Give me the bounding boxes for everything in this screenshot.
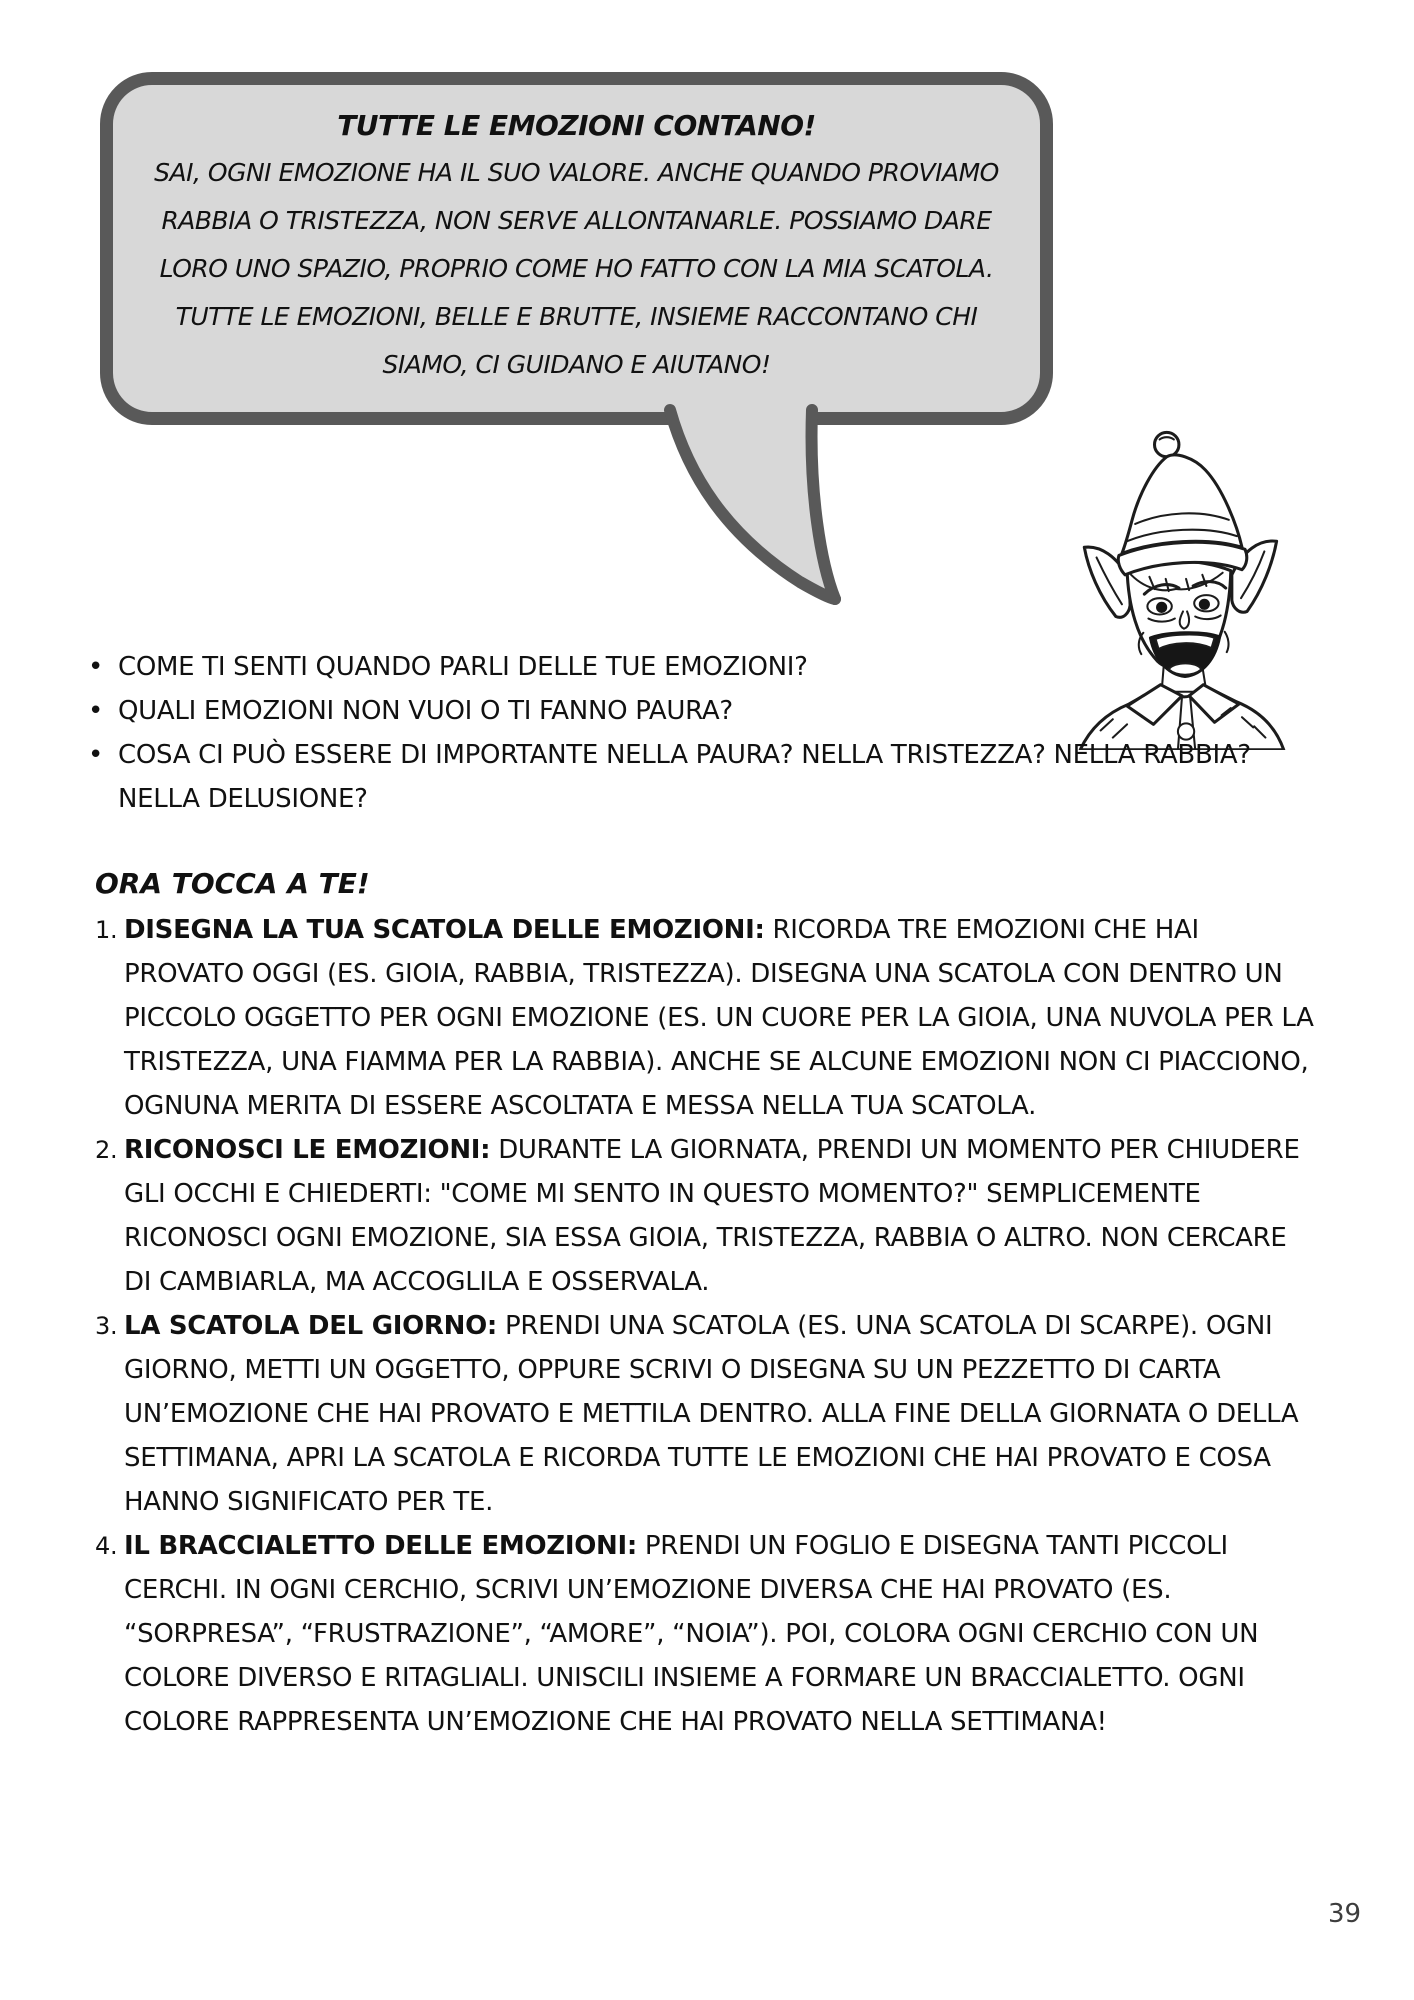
elf-hat-pompom: [1155, 432, 1179, 456]
page-number: 39: [1328, 1899, 1362, 1929]
activity-item: [95, 1128, 1317, 1304]
item-title: IL BRACCIALETTO DELLE EMOZIONI:: [124, 1531, 637, 1561]
item-number: 1.: [95, 916, 118, 944]
elf-left-pupil: [1157, 603, 1166, 612]
item-title: DISEGNA LA TUA SCATOLA DELLE EMOZIONI:: [124, 915, 765, 945]
question-list: [88, 645, 1338, 821]
bullet-icon: •: [88, 696, 104, 726]
activity-item: [95, 1524, 1317, 1744]
item-text: PRENDI UN FOGLIO E DISEGNA TANTI PICCOLI CERCHI. IN OGNI CERCHIO, SCRIVI UN’EMOZIONE DIVERSA CHE HAI PROVATO (ES. “SORPRESA”, “FRUSTRAZIONE”, “AMORE”, “NOIA”). POI, COLORA OGNI CERCHIO CON UN COLORE DIVERSO E RITAGLIALI. UNISCILI INSIEME A FORMARE UN BRACCIALETTO. OGNI COLORE RAPPRESENTA UN’EMOZIONE CHE HAI PROVATO NELLA SETTIMANA!: [124, 1531, 1259, 1737]
question-text: COSA CI PUÒ ESSERE DI IMPORTANTE NELLA PAURA? NELLA TRISTEZZA? NELLA RABBIA? NELLA DELUSIONE?: [118, 740, 1251, 814]
speech-bubble-tail: [640, 400, 850, 605]
bullet-icon: •: [88, 652, 104, 682]
bullet-icon: •: [88, 740, 104, 770]
item-title: LA SCATOLA DEL GIORNO:: [124, 1311, 497, 1341]
question-item: [88, 733, 1338, 821]
speech-bubble: [100, 72, 1053, 425]
activity-item: [95, 1304, 1317, 1524]
question-item: [88, 645, 1338, 689]
item-number: 3.: [95, 1312, 118, 1340]
question-text: QUALI EMOZIONI NON VUOI O TI FANNO PAURA?: [118, 696, 733, 726]
elf-hat-cone: [1122, 455, 1242, 553]
item-text: RICORDA TRE EMOZIONI CHE HAI PROVATO OGGI (ES. GIOIA, RABBIA, TRISTEZZA). DISEGNA UNA SCATOLA CON DENTRO UN PICCOLO OGGETTO PER OGNI EMOZIONE (ES. UN CUORE PER LA GIOIA, UNA NUVOLA PER LA TRISTEZZA, UNA FIAMMA PER LA RABBIA). ANCHE SE ALCUNE EMOZIONI NON CI PIACCIONO, OGNUNA MERITA DI ESSERE ASCOLTATA E MESSA NELLA TUA SCATOLA.: [124, 915, 1314, 1121]
activity-heading: ORA TOCCA A TE!: [95, 867, 370, 900]
question-text: COME TI SENTI QUANDO PARLI DELLE TUE EMOZIONI?: [118, 652, 808, 682]
speech-bubble-title: TUTTE LE EMOZIONI CONTANO!: [337, 109, 816, 142]
item-number: 4.: [95, 1532, 118, 1560]
item-text: DURANTE LA GIORNATA, PRENDI UN MOMENTO PER CHIUDERE GLI OCCHI E CHIEDERTI: "COME MI SENTO IN QUESTO MOMENTO?" SEMPLICEMENTE RICONOSCI OGNI EMOZIONE, SIA ESSA GIOIA, TRISTEZZA, RABBIA O ALTRO. NON CERCARE DI CAMBIARLA, MA ACCOGLILA E OSSERVALA.: [124, 1135, 1300, 1297]
question-item: [88, 689, 1338, 733]
activity-list: [95, 908, 1317, 1744]
item-text: PRENDI UNA SCATOLA (ES. UNA SCATOLA DI SCARPE). OGNI GIORNO, METTI UN OGGETTO, OPPURE SCRIVI O DISEGNA SU UN PEZZETTO DI CARTA UN’EMOZIONE CHE HAI PROVATO E METTILA DENTRO. ALLA FINE DELLA GIORNATA O DELLA SETTIMANA, APRI LA SCATOLA E RICORDA TUTTE LE EMOZIONI CHE HAI PROVATO E COSA HANNO SIGNIFICATO PER TE.: [124, 1311, 1299, 1517]
activity-item: [95, 908, 1317, 1128]
item-number: 2.: [95, 1136, 118, 1164]
elf-right-pupil: [1200, 600, 1209, 609]
item-title: RICONOSCI LE EMOZIONI:: [124, 1135, 491, 1165]
speech-bubble-text: SAI, OGNI EMOZIONE HA IL SUO VALORE. ANCHE QUANDO PROVIAMO RABBIA O TRISTEZZA, NON SERVE ALLONTANARLE. POSSIAMO DARE LORO UNO SPAZIO, PROPRIO COME HO FATTO CON LA MIA SCATOLA. TUTTE LE EMOZIONI, BELLE E BRUTTE, INSIEME RACCONTANO CHI SIAMO, CI GUIDANO E AIUTANO!: [154, 158, 999, 379]
